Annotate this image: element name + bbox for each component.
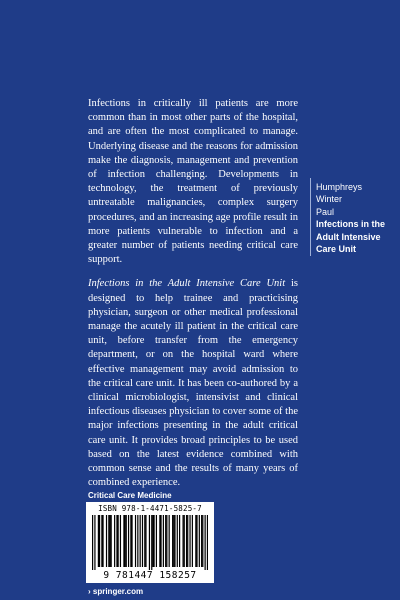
author-name: Paul: [316, 206, 335, 217]
barcode-bar: [202, 515, 203, 567]
barcode-bar: [144, 515, 145, 567]
author-title-sidebar: [316, 181, 398, 255]
barcode-bar: [192, 515, 193, 567]
barcode-bar: [135, 515, 136, 567]
barcode-bar: [116, 515, 117, 567]
barcode-bar: [187, 515, 188, 567]
barcode-bar: [184, 515, 185, 567]
barcode-bar: [207, 515, 208, 570]
barcode-bar: [160, 515, 161, 567]
book-title-line: Infections in the: [316, 219, 386, 230]
barcode-bar: [102, 515, 103, 567]
barcode-bar: [199, 515, 200, 567]
blurb-paragraph-2-body: is designed to help trainee and practicising physician, surgeon or other medical professional manage the acutely ill patient in the critical care unit, before transfer from the emergency department, or on the hospital ward where effective management may avoid admission to the critical care unit. It has been co-authored by a clinical microbiologist, intensivist and clinical infectious diseases physician to cover some of the major infections presenting in the adult critical care unit. It provides broad principles to be used based on the latest evidence combined with common sense and the results of many years of combined experience.: [88, 278, 298, 489]
barcode-bar: [109, 515, 110, 567]
barcode-bar: [159, 515, 160, 567]
barcode-bar: [177, 515, 178, 567]
barcode-bar: [205, 515, 206, 570]
series-name: Critical Care Medicine: [88, 491, 172, 500]
barcode-bar: [130, 515, 131, 567]
publisher-link[interactable]: › springer.com: [88, 587, 144, 596]
barcode-bar: [182, 515, 183, 567]
barcode-bar: [126, 515, 127, 567]
barcode-bar: [120, 515, 121, 567]
barcode-bar: [186, 515, 187, 567]
barcode-bar: [145, 515, 146, 567]
spine-divider: [310, 178, 311, 256]
barcode-bar: [114, 515, 115, 567]
barcode-bar: [152, 515, 153, 567]
barcode-panel: [86, 502, 214, 583]
barcode-bar: [172, 515, 173, 567]
book-title-line: Care Unit: [316, 244, 357, 255]
barcode-bar: [196, 515, 197, 567]
barcode-bar: [169, 515, 170, 567]
barcode-bar: [128, 515, 129, 567]
barcode-bar: [131, 515, 132, 567]
barcode-bar: [153, 515, 154, 567]
barcode-bar: [118, 515, 119, 567]
barcode-icon: [92, 515, 208, 570]
blurb-paragraph-1: Infections in critically ill patients are more common than in most other parts of the hospital, and are often the most complicated to manage. Underlying disease and the reasons for admission make the diagnosis, management and prevention of infection challenging. Developments in technology, the treatment of previously untreatable malignancies, complex surgery procedures, and an increasing age profile result in more patients vulnerable to infection and a greater number of patients needing critical care support.: [88, 98, 298, 266]
barcode-bar: [156, 515, 157, 567]
book-title-italic: Infections in the Adult Intensive Care Unit: [88, 278, 286, 290]
isbn-label: ISBN 978-1-4471-5825-7: [98, 504, 202, 513]
barcode-bar: [142, 515, 143, 567]
barcode-bar: [101, 515, 102, 567]
barcode-bar: [195, 515, 196, 567]
barcode-bar: [201, 515, 202, 567]
barcode-bar: [92, 515, 93, 570]
book-title-line: Adult Intensive: [316, 231, 381, 242]
barcode-bar: [189, 515, 190, 567]
barcode-bar: [111, 515, 112, 567]
barcode-bar: [108, 515, 109, 567]
barcode-bar: [163, 515, 164, 567]
barcode-bar: [94, 515, 95, 570]
barcode-bar: [99, 515, 100, 567]
barcode-bar: [174, 515, 175, 567]
author-name: Winter: [316, 194, 343, 205]
barcode-bar: [149, 515, 150, 570]
barcode-bar: [166, 515, 167, 567]
barcode-bar: [140, 515, 141, 567]
barcode-bar: [106, 515, 107, 567]
barcode-bar: [124, 515, 125, 567]
barcode-bar: [123, 515, 124, 567]
barcode-number: 9 781447 158257: [103, 570, 197, 581]
blurb-text: [88, 97, 298, 500]
author-name: Humphreys: [316, 182, 363, 192]
blurb-paragraph-2: [88, 277, 298, 490]
barcode-bar: [179, 515, 180, 567]
barcode-bar: [151, 515, 152, 570]
barcode-bar: [98, 515, 99, 567]
barcode-bar: [137, 515, 138, 567]
barcode-bar: [173, 515, 174, 567]
barcode-bar: [165, 515, 166, 567]
